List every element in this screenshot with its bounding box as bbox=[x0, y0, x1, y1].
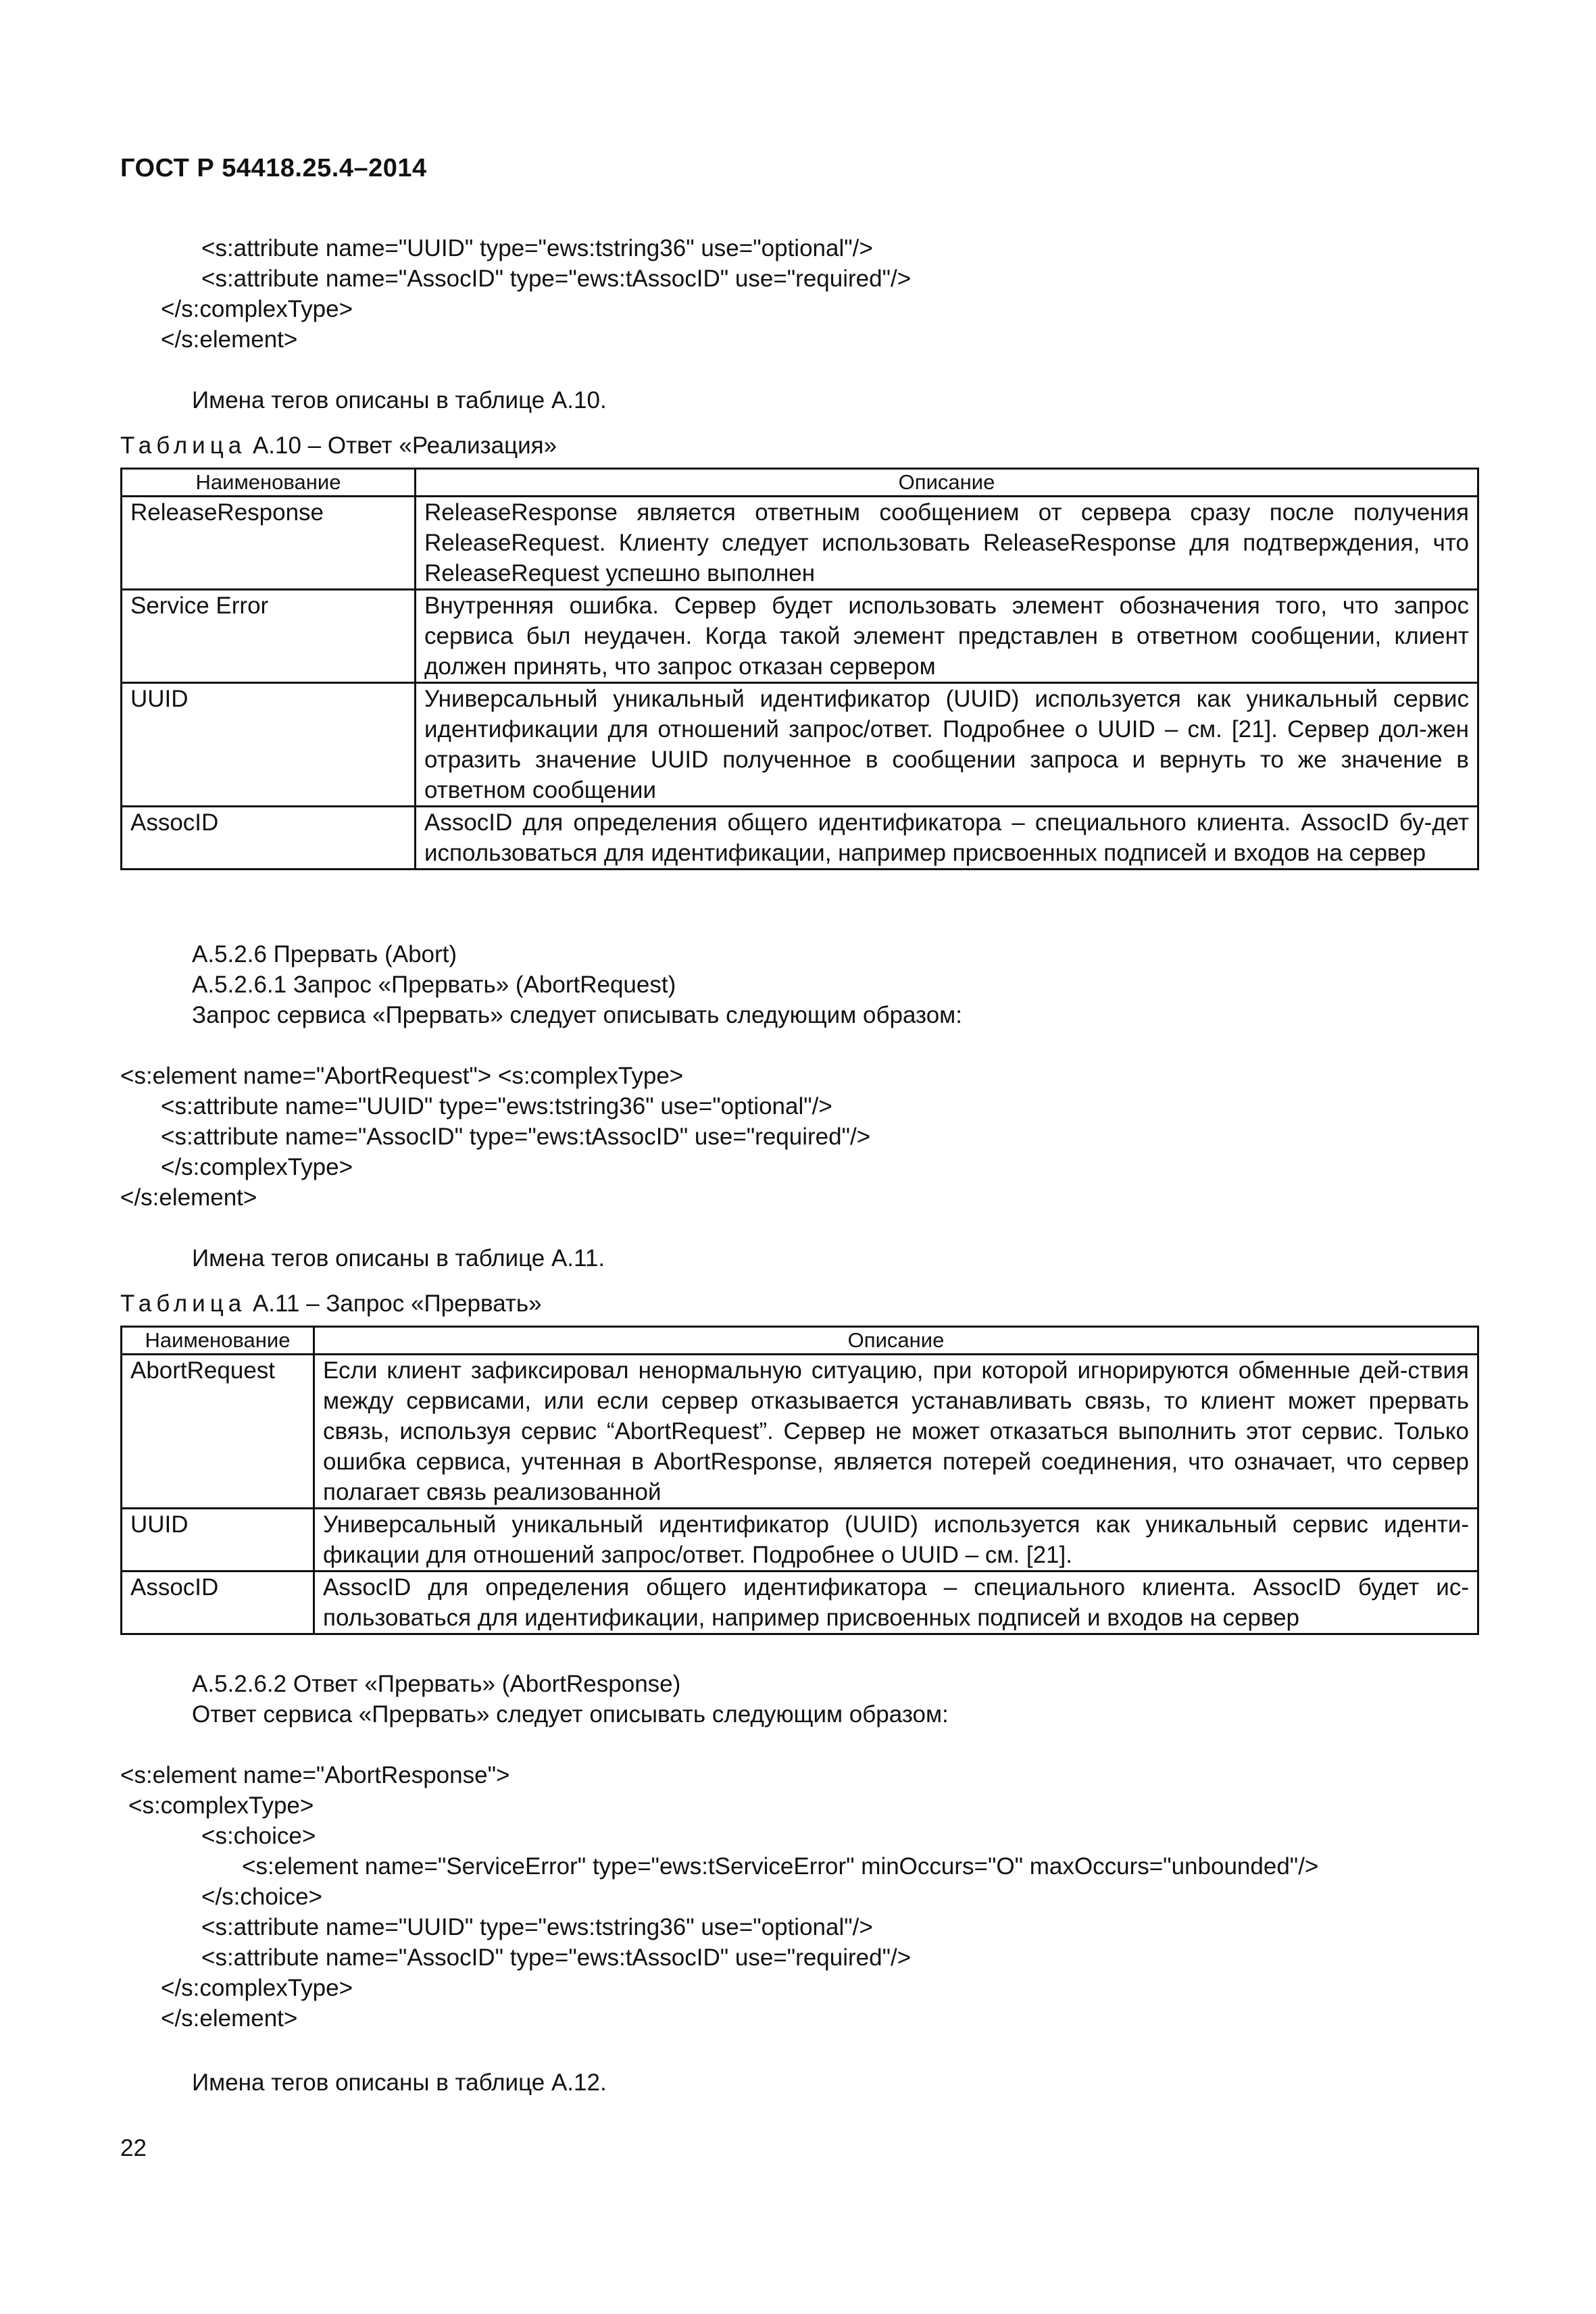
paragraph: Запрос сервиса «Прервать» следует описывать следующим образом: bbox=[192, 1002, 962, 1028]
code-line: </s:complexType> bbox=[161, 1975, 353, 2001]
code-line: </s:element> bbox=[161, 2005, 298, 2032]
subsection-heading: А.5.2.6.2 Ответ «Прервать» (AbortResponse) bbox=[192, 1671, 681, 1697]
table-row bbox=[122, 1509, 1478, 1571]
table-a10-caption: Таблица А.10 – Ответ «Реализация» bbox=[120, 432, 557, 459]
table-cell-name: AbortRequest bbox=[122, 1355, 314, 1509]
code-line: </s:element> bbox=[161, 326, 298, 353]
table-a10 bbox=[120, 468, 1479, 870]
table-cell-name: UUID bbox=[122, 683, 416, 807]
table-header-row bbox=[122, 469, 1478, 497]
section-heading: А.5.2.6 Прервать (Abort) bbox=[192, 941, 457, 967]
code-line: <s:attribute name="AssocID" type="ews:tAssocID" use="required"/> bbox=[161, 1124, 871, 1150]
column-header: Описание bbox=[314, 1327, 1478, 1355]
code-line: </s:complexType> bbox=[161, 296, 353, 322]
code-line: <s:element name="AbortResponse"> bbox=[120, 1762, 510, 1788]
table-cell-name: UUID bbox=[122, 1509, 314, 1571]
code-line: <s:attribute name="UUID" type="ews:tstring36" use="optional"/> bbox=[201, 1914, 873, 1940]
table-cell-desc: AssocID для определения общего идентификатора – специального клиента. AssocID бу-дет использоваться для идентификации, например присвоенных подписей и входов на сервер bbox=[416, 807, 1478, 870]
table-cell-name: AssocID bbox=[122, 807, 416, 870]
table-cell-desc: Если клиент зафиксировал ненормальную ситуацию, при которой игнорируются обменные дей-ствия между сервисами, или если сервер отказывается устанавливать связь, то клиент может прервать связь, используя сервис “AbortRequest”. Сервер не может отказаться выполнить этот сервис. Только ошибка сервиса, учтенная в AbortResponse, является потерей соединения, что означает, что сервер полагает связь реализованной bbox=[314, 1355, 1478, 1509]
table-row bbox=[122, 497, 1478, 590]
code-line: </s:element> bbox=[120, 1184, 257, 1211]
table-a11 bbox=[120, 1326, 1479, 1635]
table-a10-intro: Имена тегов описаны в таблице А.10. bbox=[192, 387, 607, 413]
table-cell-name: AssocID bbox=[122, 1571, 314, 1634]
code-line: <s:complexType> bbox=[128, 1792, 314, 1819]
code-line: <s:attribute name="AssocID" type="ews:tAssocID" use="required"/> bbox=[201, 266, 912, 292]
code-line: <s:attribute name="AssocID" type="ews:tAssocID" use="required"/> bbox=[201, 1944, 912, 1971]
column-header: Описание bbox=[416, 469, 1478, 497]
table-cell-desc: Универсальный уникальный идентификатор (UUID) используется как уникальный сервис идентификации для отношений запрос/ответ. Подробнее о UUID – см. [21]. Сервер дол-жен отразить значение UUID полученное в сообщении запроса и вернуть то же значение в ответном сообщении bbox=[416, 683, 1478, 807]
code-line: <s:attribute name="UUID" type="ews:tstring36" use="optional"/> bbox=[161, 1093, 832, 1120]
table-row bbox=[122, 1355, 1478, 1509]
table-row bbox=[122, 807, 1478, 870]
column-header: Наименование bbox=[122, 469, 416, 497]
table-row bbox=[122, 590, 1478, 683]
paragraph: Ответ сервиса «Прервать» следует описывать следующим образом: bbox=[192, 1701, 949, 1728]
code-line: <s:attribute name="UUID" type="ews:tstring36" use="optional"/> bbox=[201, 235, 873, 261]
code-line: </s:choice> bbox=[201, 1884, 322, 1910]
page-number: 22 bbox=[120, 2135, 147, 2161]
table-row bbox=[122, 1571, 1478, 1634]
table-cell-desc: AssocID для определения общего идентификатора – специального клиента. AssocID будет ис-пользоваться для идентификации, например присвоенных подписей и входов на сервер bbox=[314, 1571, 1478, 1634]
table-cell-desc: Универсальный уникальный идентификатор (UUID) используется как уникальный сервис иденти-фикации для отношений запрос/ответ. Подробнее о UUID – см. [21]. bbox=[314, 1509, 1478, 1571]
standard-header: ГОСТ Р 54418.25.4–2014 bbox=[120, 154, 427, 182]
table-row bbox=[122, 683, 1478, 807]
code-line: <s:element name="ServiceError" type="ews:tServiceError" minOccurs="O" maxOccurs="unbounded"/> bbox=[242, 1853, 1319, 1880]
code-line: <s:element name="AbortRequest"> <s:complexType> bbox=[120, 1063, 684, 1089]
table-cell-name: ReleaseResponse bbox=[122, 497, 416, 590]
code-line: </s:complexType> bbox=[161, 1154, 353, 1180]
column-header: Наименование bbox=[122, 1327, 314, 1355]
table-a11-intro: Имена тегов описаны в таблице А.11. bbox=[192, 1245, 605, 1272]
table-cell-name: Service Error bbox=[122, 590, 416, 683]
subsection-heading: А.5.2.6.1 Запрос «Прервать» (AbortRequest) bbox=[192, 972, 676, 998]
table-cell-desc: ReleaseResponse является ответным сообщением от сервера сразу после получения ReleaseRequest. Клиенту следует использовать ReleaseResponse для подтверждения, что ReleaseRequest успешно выполнен bbox=[416, 497, 1478, 590]
table-header-row bbox=[122, 1327, 1478, 1355]
table-a12-intro: Имена тегов описаны в таблице А.12. bbox=[192, 2069, 607, 2096]
code-line: <s:choice> bbox=[201, 1823, 316, 1849]
table-a11-caption: Таблица А.11 – Запрос «Прервать» bbox=[120, 1290, 542, 1317]
table-cell-desc: Внутренняя ошибка. Сервер будет использовать элемент обозначения того, что запрос сервиса был неудачен. Когда такой элемент представлен в ответном сообщении, клиент должен принять, что запрос отказан сервером bbox=[416, 590, 1478, 683]
